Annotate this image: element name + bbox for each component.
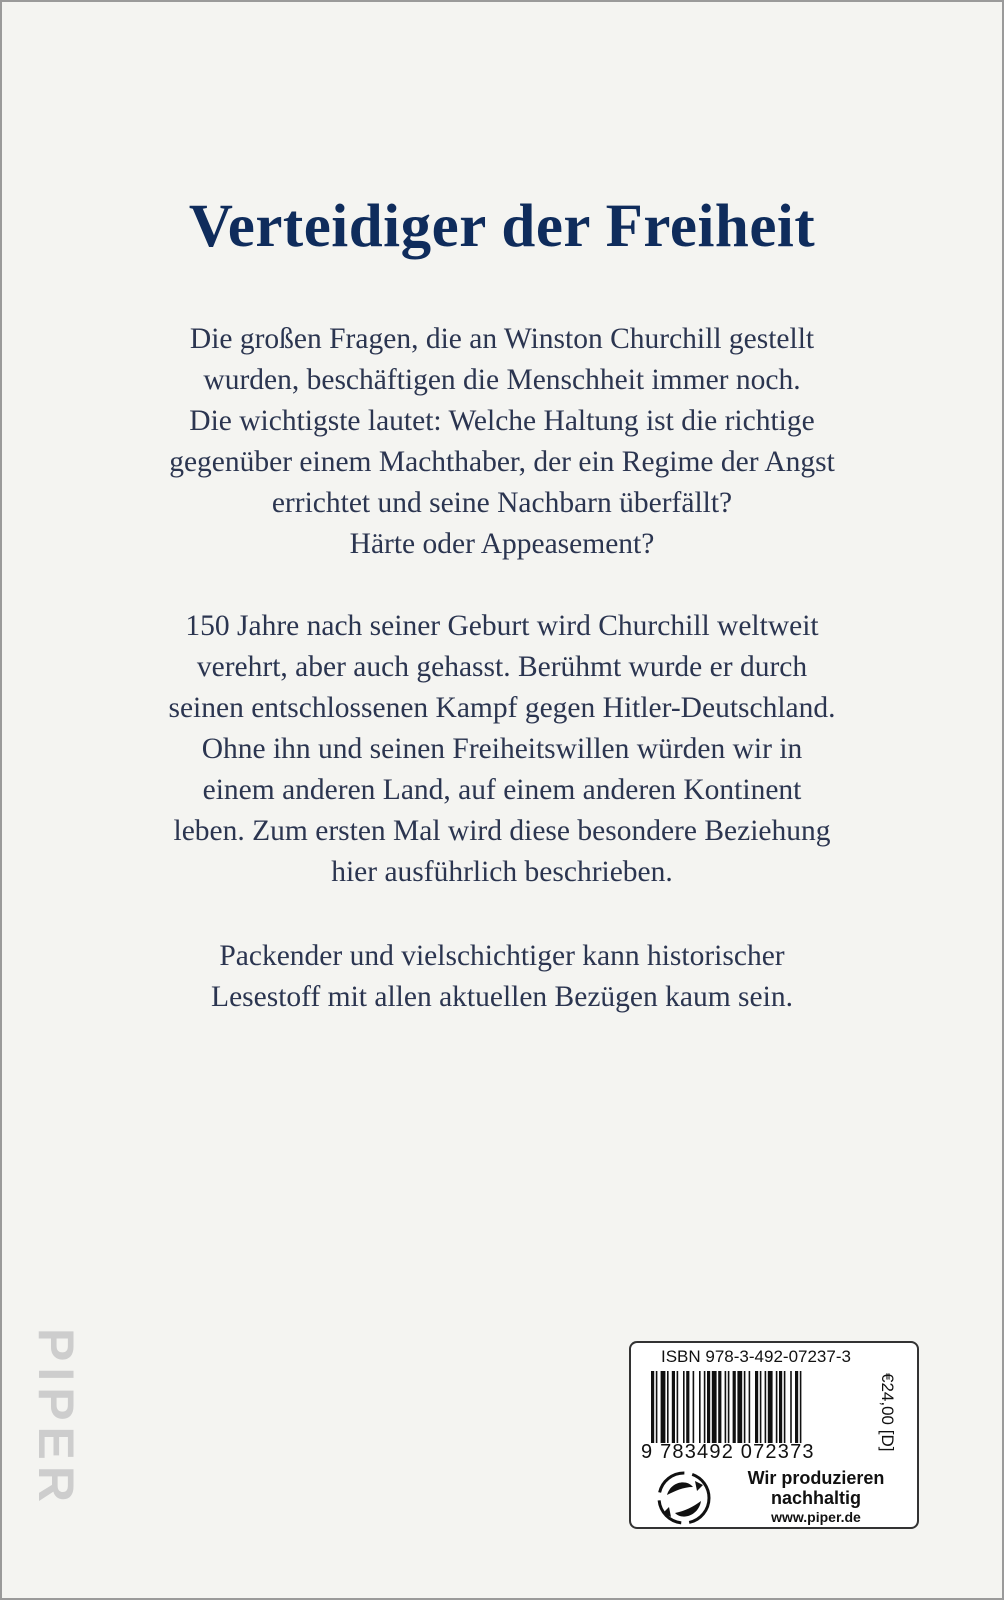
- publisher-url: www.piper.de: [771, 1509, 861, 1525]
- sustainability-line-1: Wir produzieren: [747, 1468, 885, 1488]
- barcode-digits: 9 783492 072373: [641, 1441, 815, 1463]
- sustainability-note: [731, 1468, 901, 1526]
- book-back-cover: [2, 2, 1002, 1598]
- blurb-paragraph-2: [92, 606, 912, 893]
- blurb-line: Packender und vielschichtiger kann historischer: [219, 940, 785, 972]
- blurb-line: Die großen Fragen, die an Winston Churchill gestellt: [189, 323, 815, 355]
- blurb-line: einem anderen Land, auf einem anderen Kontinent: [202, 774, 802, 806]
- isbn-label: ISBN 978-3-492-07237-3: [661, 1347, 851, 1366]
- blurb-line: Härte oder Appeasement?: [349, 528, 655, 560]
- barcode-panel: [629, 1341, 919, 1529]
- blurb-line: Die wichtigste lautet: Welche Haltung ist die richtige: [189, 405, 815, 437]
- blurb-line: Ohne ihn und seinen Freiheitswillen würden wir in: [201, 733, 803, 765]
- blurb-line: 150 Jahre nach seiner Geburt wird Churchill weltweit: [185, 610, 819, 642]
- book-title: Verteidiger der Freiheit: [188, 193, 816, 260]
- blurb-line: wurden, beschäftigen die Menschheit immer noch.: [203, 364, 801, 396]
- blurb-paragraph-3: [92, 936, 912, 1018]
- blurb-line: verehrt, aber auch gehasst. Berühmt wurde er durch: [196, 651, 808, 683]
- blurb-paragraph-1: [92, 319, 912, 565]
- barcode-icon: [651, 1371, 863, 1443]
- price-label: €24,00 [D]: [878, 1373, 897, 1452]
- blurb-line: seinen entschlossenen Kampf gegen Hitler-Deutschland.: [168, 692, 836, 724]
- blurb-line: gegenüber einem Machthaber, der ein Regime der Angst: [169, 446, 835, 478]
- sustainability-line-2: nachhaltig: [770, 1488, 861, 1508]
- blurb-line: leben. Zum ersten Mal wird diese besondere Beziehung: [173, 815, 831, 847]
- blurb-line: Lesestoff mit allen aktuellen Bezügen kaum sein.: [211, 981, 793, 1013]
- blurb-line: hier ausführlich beschrieben.: [331, 856, 673, 888]
- leaf-recycle-icon: [653, 1471, 715, 1525]
- publisher-logo: PIPER: [28, 1327, 84, 1509]
- blurb-line: errichtet und seine Nachbarn überfällt?: [271, 487, 733, 519]
